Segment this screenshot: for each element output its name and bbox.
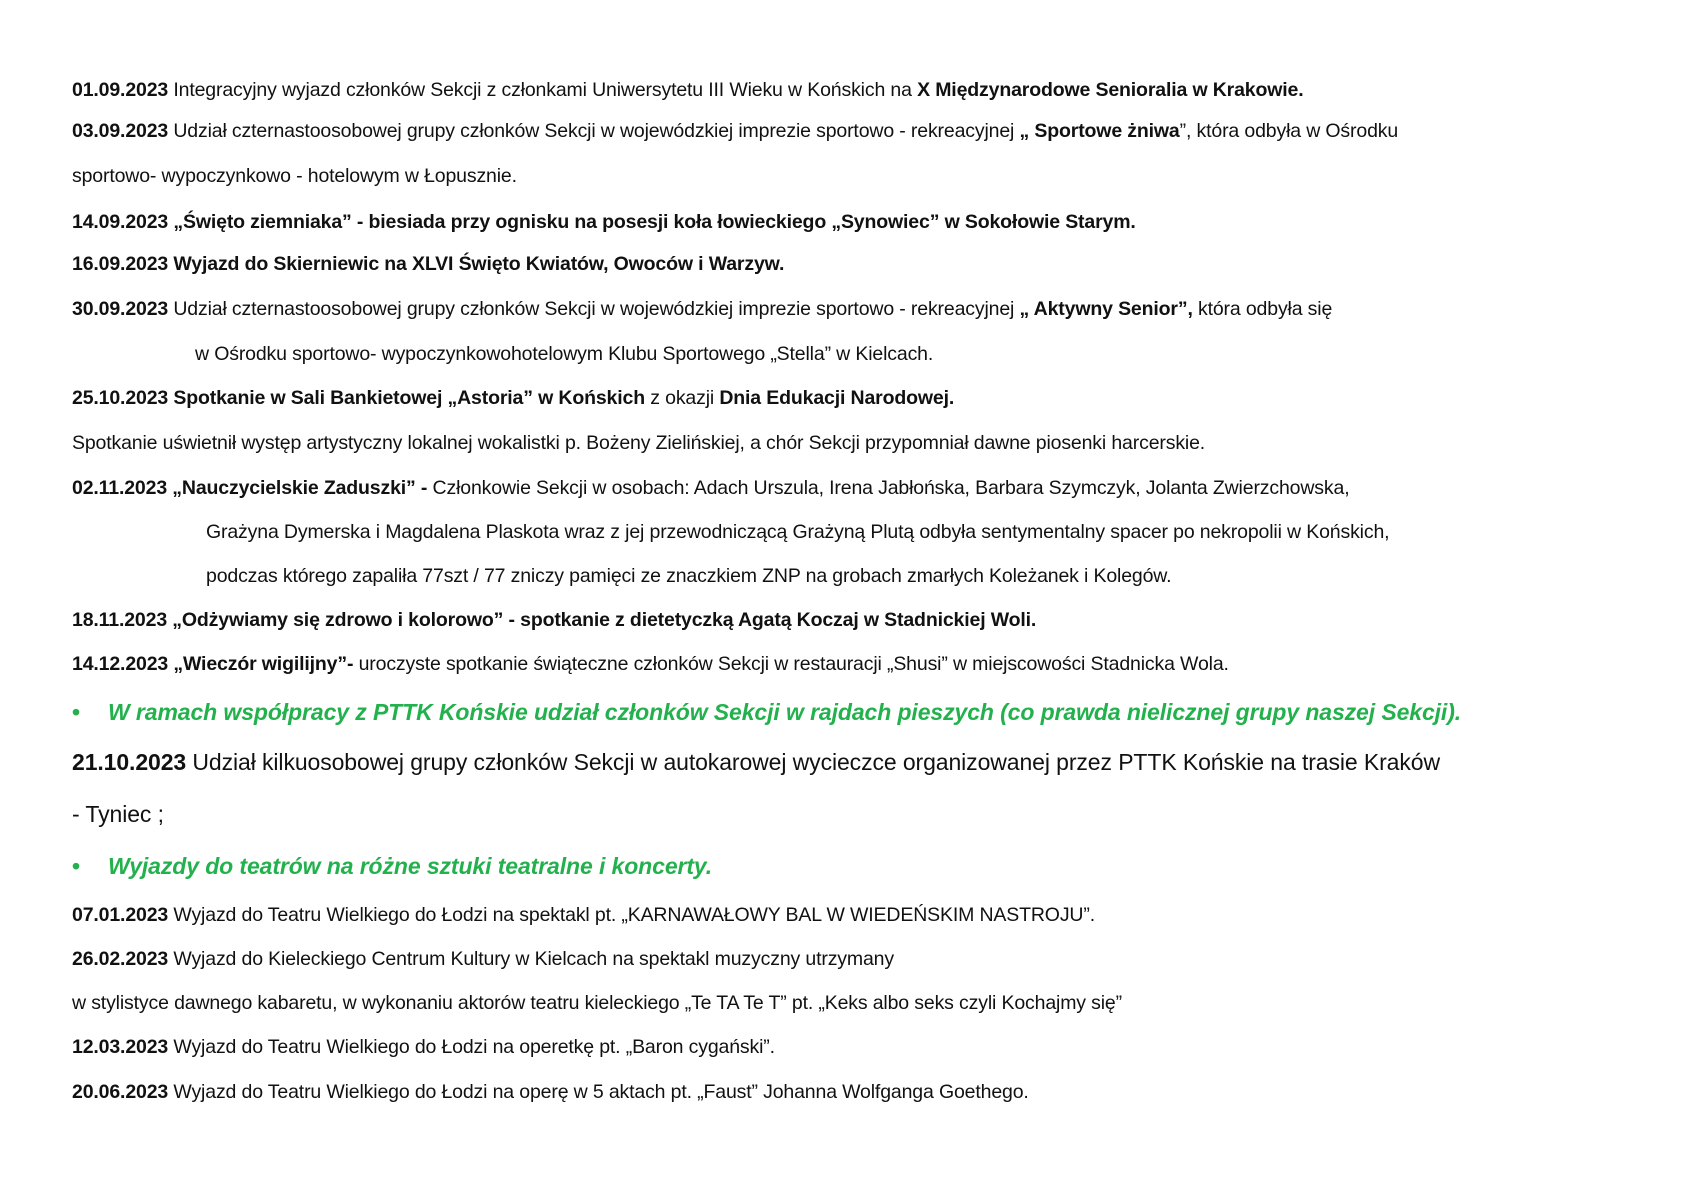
entry-02-11-2023: [72, 476, 1349, 500]
entry-14-09-2023: [72, 210, 1136, 234]
entry-date: 03.09.2023: [72, 120, 169, 142]
entry-03-09-2023: [72, 119, 1398, 143]
entry-16-09-2023: [72, 252, 784, 276]
entry-date: 01.09.2023: [72, 79, 169, 101]
entry-25-10-2023: [72, 386, 954, 410]
entry-date: 20.06.2023: [72, 1081, 169, 1103]
entry-date: 21.10.2023: [72, 749, 187, 775]
entry-07-01-2023: [72, 903, 1095, 927]
entry-text: Wyjazd do Teatru Wielkiego do Łodzi na operę w 5 aktach pt. „Faust” Johanna Wolfganga Goethego.: [168, 1081, 1029, 1103]
entry-date: 16.09.2023: [72, 253, 169, 275]
entry-date: 26.02.2023: [72, 948, 169, 970]
entry-text: Wyjazd do Kieleckiego Centrum Kultury w Kielcach na spektakl muzyczny utrzymany: [168, 948, 894, 970]
section-heading-text: W ramach współpracy z PTTK Końskie udział członków Sekcji w rajdach pieszych (co prawda nielicznej grupy naszej Sekcji).: [108, 699, 1462, 725]
entry-text: Udział czternastoosobowej grupy członków Sekcji w wojewódzkiej imprezie sportowo - rekreacyjnej: [168, 298, 1020, 320]
section-heading-theatre: [72, 852, 712, 880]
entry-21-10-2023: [72, 748, 1440, 776]
entry-date: 02.11.2023: [72, 477, 168, 499]
entry-highlight: „ Aktywny Senior”,: [1019, 298, 1193, 320]
bullet-icon: •: [72, 853, 80, 879]
entry-text: z okazji: [644, 387, 720, 409]
entry-12-03-2023: [72, 1035, 775, 1059]
entry-text: Integracyjny wyjazd członków Sekcji z członkami Uniwersytetu III Wieku w Końskich na: [168, 79, 918, 101]
entry-26-02-2023-continuation: w stylistyce dawnego kabaretu, w wykonaniu aktorów teatru kieleckiego „Te TA Te T” pt. „Keks albo seks czyli Kochajmy się”: [72, 992, 1122, 1014]
entry-highlight: „Odżywiamy się zdrowo i kolorowo” - spotkanie z dietetyczką Agatą Koczaj w Stadnickiej Woli.: [167, 609, 1037, 631]
entry-date: 30.09.2023: [72, 298, 169, 320]
entry-02-11-2023-continuation: Grażyna Dymerska i Magdalena Plaskota wraz z jej przewodniczącą Grażyną Plutą odbyła sentymentalny spacer po nekropolii w Końskich,: [206, 521, 1390, 543]
entry-highlight: Wyjazd do Skierniewic na XLVI Święto Kwiatów, Owoców i Warzyw.: [168, 253, 785, 275]
entry-date: 18.11.2023: [72, 609, 168, 631]
section-heading-pttk: [72, 698, 1461, 726]
entry-date: 25.10.2023: [72, 387, 169, 409]
entry-25-10-2023-continuation: Spotkanie uświetnił występ artystyczny lokalnej wokalistki p. Bożeny Zielińskiej, a chór Sekcji przypomniał dawne piosenki harcerskie.: [72, 432, 1206, 454]
entry-highlight: „Święto ziemniaka” - biesiada przy ognisku na posesji koła łowieckiego „Synowiec” w Sokołowie Starym.: [168, 211, 1136, 233]
entry-text: Udział czternastoosobowej grupy członków Sekcji w wojewódzkiej imprezie sportowo - rekreacyjnej: [168, 120, 1020, 142]
entry-03-09-2023-continuation: sportowo- wypoczynkowo - hotelowym w Łopusznie.: [72, 165, 517, 187]
entry-20-06-2023: [72, 1080, 1029, 1104]
entry-highlight: X Międzynarodowe Senioralia w Krakowie.: [917, 79, 1304, 101]
entry-02-11-2023-continuation-2: podczas którego zapaliła 77szt / 77 zniczy pamięci ze znaczkiem ZNP na grobach zmarłych Koleżanek i Kolegów.: [206, 565, 1172, 587]
entry-text: Wyjazd do Teatru Wielkiego do Łodzi na spektakl pt. „KARNAWAŁOWY BAL W WIEDEŃSKIM NASTROJU”.: [168, 904, 1095, 926]
entry-26-02-2023: [72, 947, 894, 971]
entry-text: uroczyste spotkanie świąteczne członków Sekcji w restauracji „Shusi” w miejscowości Stadnicka Wola.: [353, 653, 1229, 675]
entry-text: Udział kilkuosobowej grupy członków Sekcji w autokarowej wycieczce organizowanej przez PTTK Końskie na trasie Kraków: [186, 749, 1440, 775]
section-heading-text: Wyjazdy do teatrów na różne sztuki teatralne i koncerty.: [108, 853, 713, 879]
bullet-icon: •: [72, 699, 80, 725]
entry-highlight: Dnia Edukacji Narodowej.: [719, 387, 955, 409]
entry-01-09-2023: [72, 78, 1304, 102]
entry-highlight: „Nauczycielskie Zaduszki” -: [167, 477, 428, 499]
entry-highlight: „ Sportowe żniwa: [1019, 120, 1180, 142]
entry-date: 07.01.2023: [72, 904, 169, 926]
entry-text: Członkowie Sekcji w osobach: Adach Urszula, Irena Jabłońska, Barbara Szymczyk, Jolanta Zwierzchowska,: [427, 477, 1350, 499]
entry-date: 12.03.2023: [72, 1036, 169, 1058]
entry-18-11-2023: [72, 608, 1036, 632]
entry-date: 14.12.2023: [72, 653, 169, 675]
entry-highlight: Spotkanie w Sali Bankietowej „Astoria” w Końskich: [168, 387, 645, 409]
entry-date: 14.09.2023: [72, 211, 169, 233]
entry-text: która odbyła się: [1192, 298, 1333, 320]
entry-21-10-2023-continuation: - Tyniec ;: [72, 801, 164, 827]
entry-text: Wyjazd do Teatru Wielkiego do Łodzi na operetkę pt. „Baron cygański”.: [168, 1036, 775, 1058]
entry-30-09-2023-continuation: w Ośrodku sportowo- wypoczynkowohotelowym Klubu Sportowego „Stella” w Kielcach.: [195, 343, 934, 365]
entry-highlight: „Wieczór wigilijny”-: [168, 653, 354, 675]
entry-text: ”, która odbyła w Ośrodku: [1179, 120, 1399, 142]
entry-14-12-2023: [72, 652, 1229, 676]
entry-30-09-2023: [72, 297, 1332, 321]
